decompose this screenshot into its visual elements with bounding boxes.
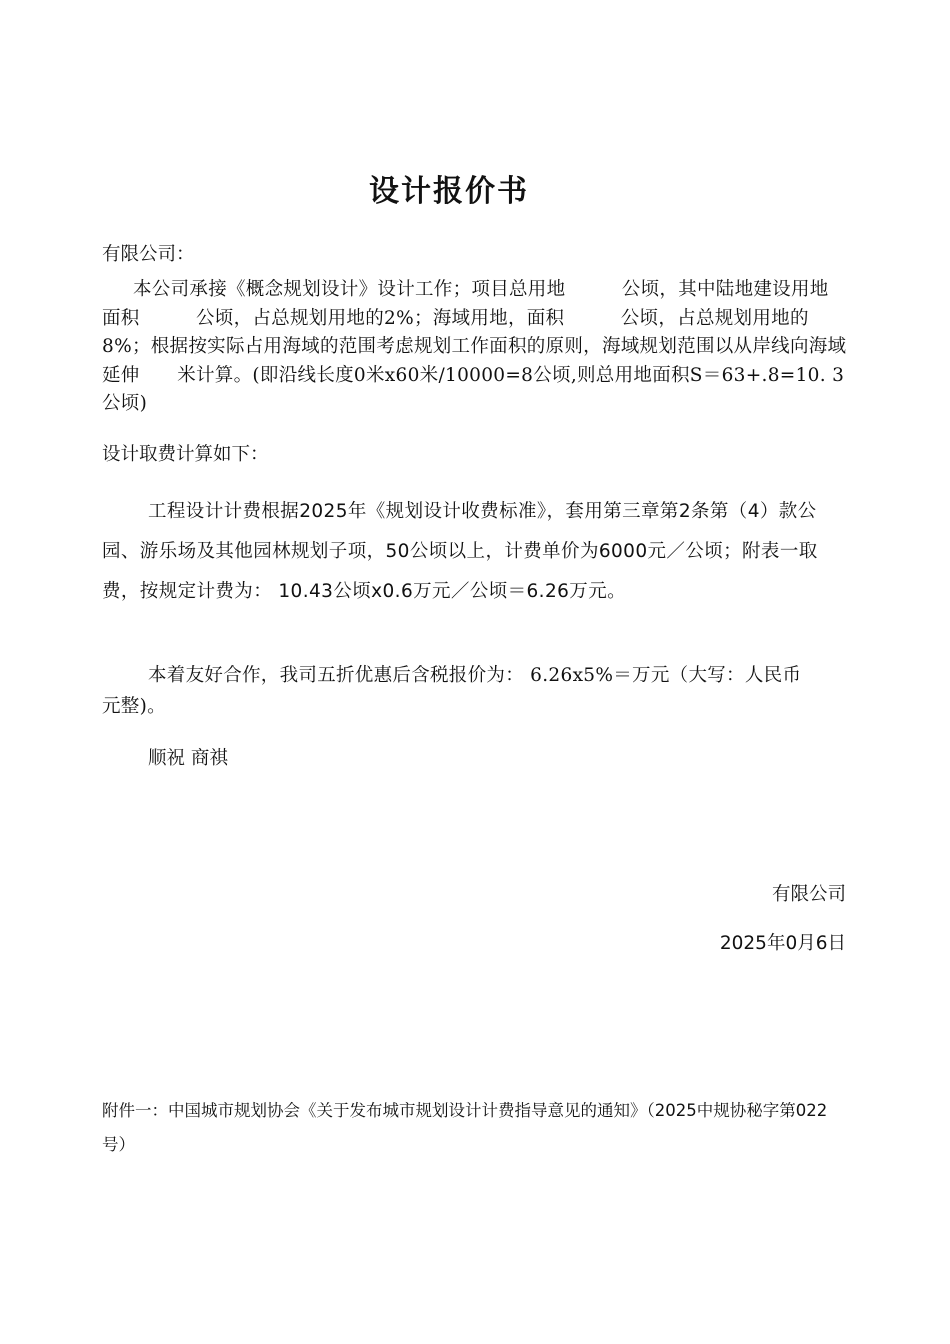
signature-company: 有限公司 [771, 884, 846, 905]
attachment-note: 附件一：中国城市规划协会《关于发布城市规划设计计费指导意见的通知》（2025中规协秘字第022号） [102, 1101, 828, 1154]
salutation: 有限公司： [102, 244, 195, 265]
closing-regards: 顺祝 商祺 [148, 748, 228, 769]
calc-heading: 设计取费计算如下： [102, 444, 269, 465]
offer-paragraph: 本着友好合作，我司五折优惠后含税报价为： 6.26x5%＝万元（大写：人民币 元整)。 [102, 665, 839, 717]
fee-paragraph: 工程设计计费根据2025年《规划设计收费标准》，套用第三章第2条第（4）款公园、游乐场及其他园林规划子项，50公顷以上，计费单价为6000元／公顷；附表一取费，按规定计费为： 10.43公顷x0.6万元／公顷＝6.26万元。 [102, 501, 818, 602]
signature-date: 2025年0月6日 [719, 933, 846, 954]
document-title: 设计报价书 [369, 174, 529, 209]
intro-paragraph: 本公司承接《概念规划设计》设计工作；项目总用地 公顷，其中陆地建设用地面积 公顷，占总规划用地的2%；海域用地，面积 公顷，占总规划用地的8%；根据按实际占用海域的范围考虑规划工作面积的原则，海域规划范围以从岸线向海域延伸 米计算。(即沿线长度0米x60米/10000=8公顷,则总用地面积S＝63+.8=10. 3公顷) [102, 279, 847, 414]
